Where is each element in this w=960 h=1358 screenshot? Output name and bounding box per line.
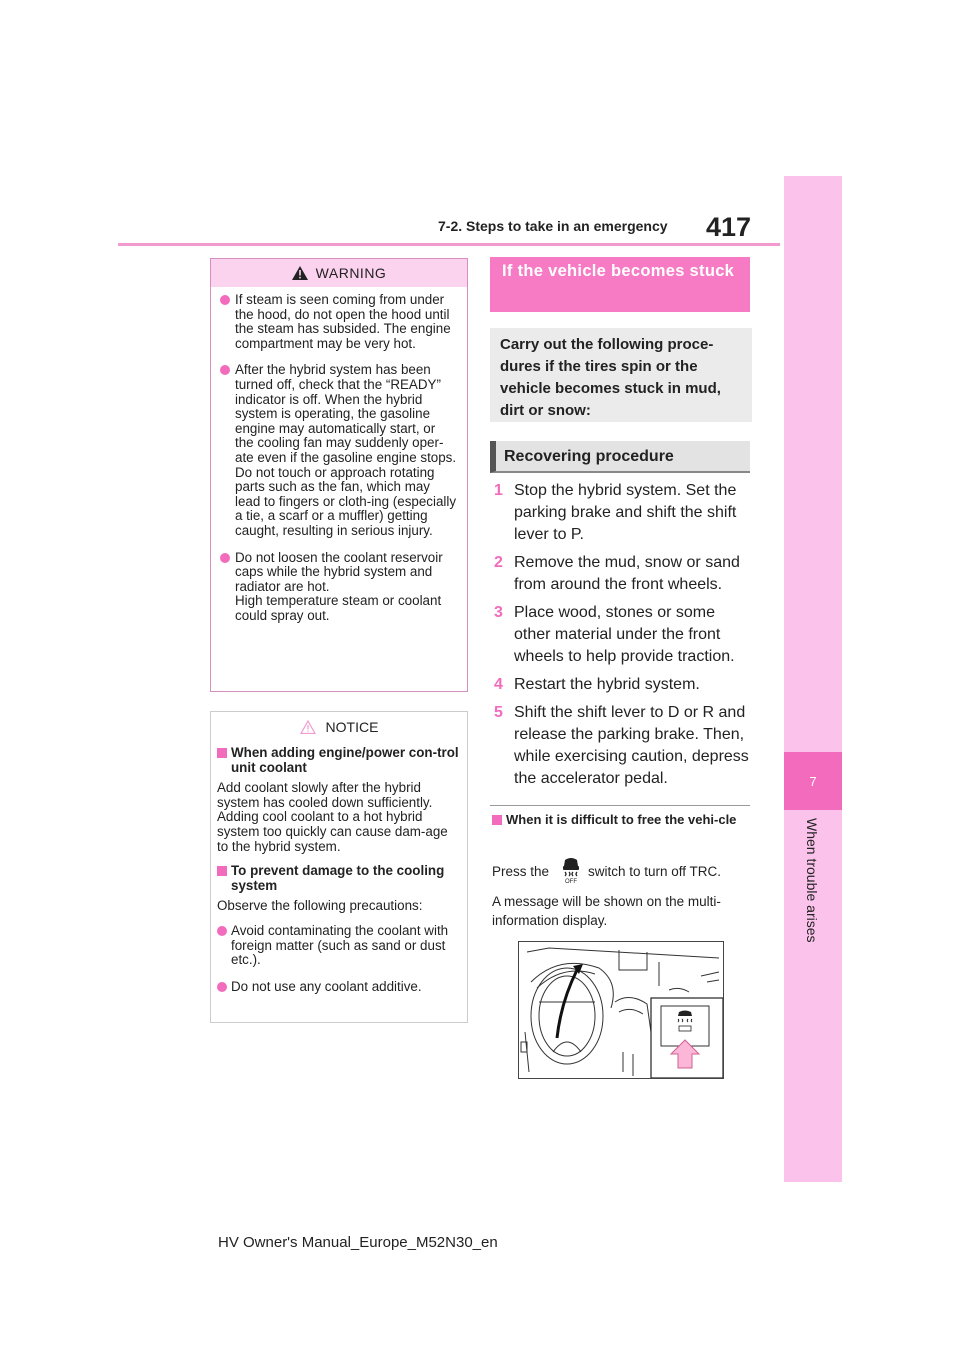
procedure-step: 5 Shift the shift lever to D or R and release the parking brake. Then, while exercising caution, depress the accelerator pedal. — [494, 704, 749, 787]
warning-box — [210, 258, 468, 692]
notice-item: Do not use any coolant additive. — [217, 980, 457, 995]
warning-item: After the hybrid system has been turned off, check that the “READY” indicator is off. When the hybrid system is operating, the gasoline engine may automatically start, or the cooling fan may suddenly oper-ate even if the gasoline engine stops. Do not touch or approach rotating parts such as the fan, which may lead to fingers or cloth-ing (especially a tie, a scarf or a muffler) getting caught, resulting in serious injury. — [217, 363, 457, 538]
bullet-dot — [220, 365, 230, 375]
chapter-number: 7 — [784, 752, 842, 810]
procedure-step: 4 Restart the hybrid system. — [494, 676, 700, 693]
dashboard-illustration — [518, 941, 724, 1079]
caution-triangle-icon — [300, 720, 316, 734]
trc-off-switch-icon — [560, 856, 582, 884]
procedure-step: 2 Remove the mud, snow or sand from around the front wheels. — [494, 554, 740, 593]
trc-off-label: OFF — [565, 879, 577, 884]
notice-item: Avoid contaminating the coolant with foreign matter (such as sand or dust etc.). — [217, 924, 457, 968]
square-bullet — [217, 866, 227, 876]
procedure-step: 3 Place wood, stones or some other material under the front wheels to help provide traction. — [494, 604, 735, 665]
notice-subheading: To prevent damage to the cooling system — [217, 864, 461, 893]
notice-paragraph: Observe the following precautions: — [217, 898, 423, 914]
footer-text: HV Owner's Manual_Europe_M52N30_en — [218, 1234, 498, 1251]
header-rule — [118, 243, 780, 246]
notice-box — [210, 711, 468, 1023]
section-title: 7-2. Steps to take in an emergency — [438, 218, 668, 234]
chapter-title: When trouble arises — [804, 818, 820, 943]
message-note: A message will be shown on the multi-information display. — [492, 894, 721, 928]
recovering-procedure-heading: Recovering procedure — [490, 441, 750, 473]
notice-subheading: When adding engine/power con-trol unit coolant — [217, 746, 461, 775]
warning-item: Do not loosen the coolant reservoir caps while the hybrid system and radiator are hot. High temperature steam or coolant could spray out. — [217, 551, 457, 624]
bullet-dot — [217, 926, 227, 936]
notice-paragraph: Add coolant slowly after the hybrid system has cooled down sufficiently. Adding cool coolant to a hot hybrid system too quickly can cause dam-age to the hybrid system. — [217, 780, 448, 854]
trc-instruction: Press the OFF switch to turn off TRC. — [492, 858, 752, 886]
bullet-dot — [217, 982, 227, 992]
notice-title: NOTICE — [325, 719, 379, 735]
notice-header — [211, 712, 467, 742]
stuck-section-banner: If the vehicle becomes stuck — [490, 257, 750, 312]
warning-triangle-icon — [292, 266, 308, 280]
square-bullet — [217, 748, 227, 758]
chapter-side-tab — [784, 176, 842, 1182]
chapter-title-vertical — [784, 818, 842, 958]
subsection-heading: When it is difficult to free the vehi-cle — [506, 812, 737, 827]
procedure-step: 1 Stop the hybrid system. Set the parking brake and shift the shift lever to P. — [494, 482, 737, 543]
procedure-steps — [494, 480, 750, 796]
dashboard-drawing — [519, 942, 724, 1079]
stuck-intro: Carry out the following proce-dures if the tires spin or the vehicle becomes stuck in mud, dirt or snow: — [490, 328, 752, 422]
bullet-dot — [220, 295, 230, 305]
warning-header — [211, 259, 467, 287]
page-number: 417 — [706, 212, 752, 242]
warning-item: If steam is seen coming from under the hood, do not open the hood until the steam has subsided. The engine compartment may be very hot. — [217, 293, 457, 351]
warning-title: WARNING — [315, 265, 387, 281]
subsection-rule — [490, 805, 750, 806]
bullet-dot — [220, 553, 230, 563]
square-bullet — [492, 815, 502, 825]
